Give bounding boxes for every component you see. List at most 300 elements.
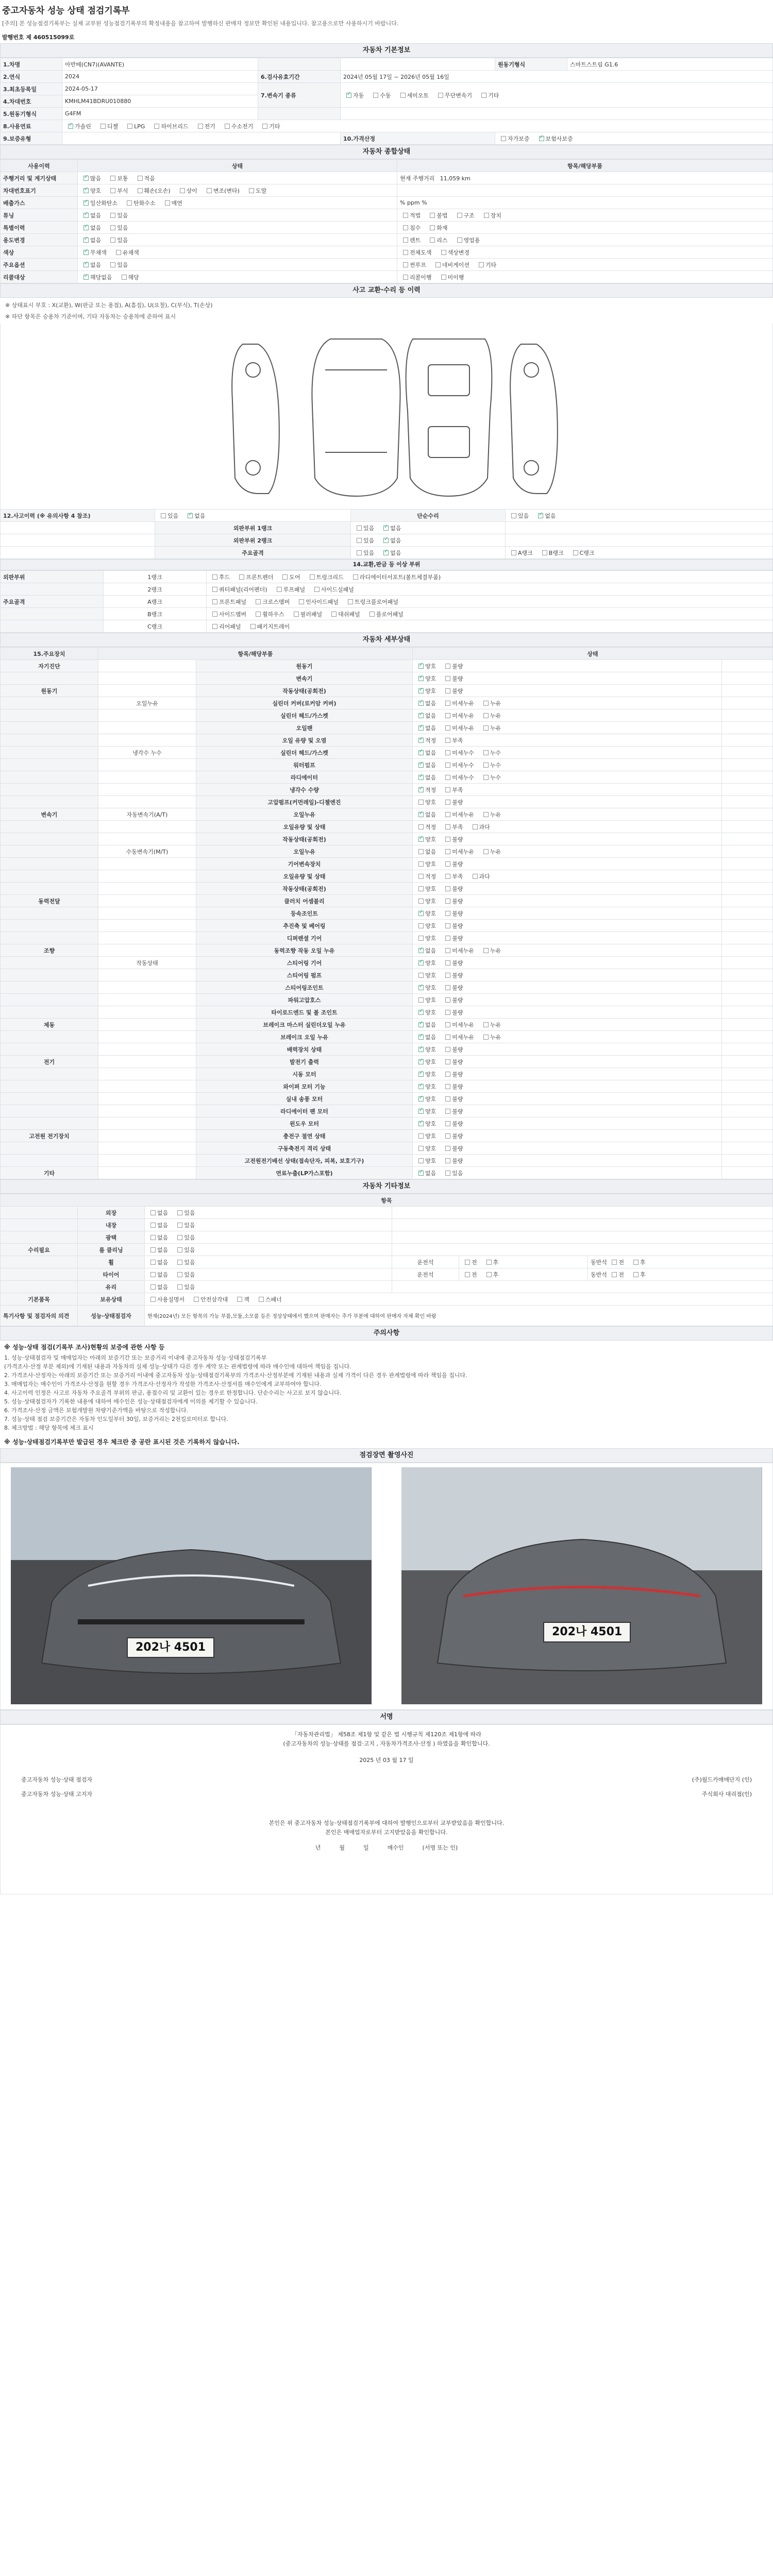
checkbox[interactable]	[83, 200, 89, 206]
part3-2[interactable]: 필러패널	[291, 610, 323, 618]
part3-3[interactable]: 대쉬패널	[328, 610, 360, 618]
det5-0[interactable]: ✓ 없음	[415, 724, 436, 732]
det28-1[interactable]: 불량	[442, 1008, 463, 1016]
det9-1[interactable]: 미세누수	[442, 773, 474, 782]
checkbox[interactable]	[100, 124, 106, 129]
det37-0[interactable]: ✓ 양호	[415, 1120, 436, 1128]
sum-8-1[interactable]: 해당	[119, 273, 139, 281]
checkbox[interactable]	[353, 574, 358, 580]
det26-1[interactable]: 불량	[442, 984, 463, 992]
checkbox[interactable]	[177, 1272, 182, 1277]
checkbox[interactable]	[418, 1059, 424, 1064]
det18-1[interactable]: 불량	[442, 885, 463, 893]
part2-2[interactable]: 인사이드패널	[296, 598, 339, 606]
det15-0[interactable]: 없음	[415, 848, 436, 856]
det17-1[interactable]: 부족	[442, 872, 463, 880]
checkbox[interactable]	[403, 225, 408, 230]
checkbox[interactable]	[445, 1121, 450, 1126]
sum-mid-5-1[interactable]: 리스	[427, 236, 447, 244]
sum-7-0[interactable]: ✓ 없음	[80, 261, 101, 269]
sum-0-2[interactable]: 적음	[135, 174, 155, 182]
sum-mid-7-1[interactable]: 네비게이션	[432, 261, 469, 269]
checkbox[interactable]	[188, 513, 193, 518]
checkbox[interactable]	[418, 923, 424, 928]
fuel-6[interactable]: 기타	[259, 122, 280, 130]
checkbox[interactable]	[418, 861, 424, 867]
sign-field[interactable]: 월	[339, 1844, 345, 1851]
checkbox[interactable]	[418, 936, 424, 941]
fuel-5[interactable]: 수소전기	[222, 122, 254, 130]
checkbox[interactable]	[418, 1010, 424, 1015]
det5-2[interactable]: 누유	[480, 724, 501, 732]
det2-1[interactable]: 불량	[442, 687, 463, 695]
checkbox[interactable]	[633, 1272, 638, 1277]
checkbox[interactable]	[177, 1210, 182, 1215]
checkbox[interactable]	[256, 612, 261, 617]
checkbox[interactable]	[445, 812, 450, 817]
checkbox[interactable]	[418, 1158, 424, 1163]
checkbox[interactable]	[445, 787, 450, 792]
checkbox[interactable]	[83, 250, 89, 255]
basic-1[interactable]: 안전삼각대	[191, 1295, 228, 1303]
checkbox[interactable]	[83, 262, 89, 267]
checkbox[interactable]	[445, 936, 450, 941]
part1-0[interactable]: 쿼터패널(리어펜더)	[209, 585, 267, 594]
checkbox[interactable]	[250, 624, 256, 629]
checkbox[interactable]	[445, 824, 450, 829]
checkbox[interactable]	[110, 213, 115, 218]
checkbox[interactable]	[445, 725, 450, 731]
checkbox[interactable]	[445, 861, 450, 867]
rank0-0[interactable]: 있음	[354, 524, 374, 532]
sum-mid-3-0[interactable]: 적법	[400, 211, 421, 219]
det19-0[interactable]: 양호	[415, 897, 436, 905]
checkbox[interactable]	[445, 1072, 450, 1077]
sum-mid-7-2[interactable]: 기타	[476, 261, 496, 269]
det35-0[interactable]: ✓ 양호	[415, 1095, 436, 1103]
det21-1[interactable]: 불량	[442, 922, 463, 930]
rank1-0[interactable]: 있음	[354, 536, 374, 545]
checkbox[interactable]	[538, 513, 543, 518]
part3-0[interactable]: 사이드멤버	[209, 610, 246, 618]
checkbox[interactable]	[150, 1272, 156, 1277]
oth1-1[interactable]: 있음	[174, 1221, 195, 1229]
det3-2[interactable]: 누유	[480, 699, 501, 707]
checkbox[interactable]	[403, 213, 408, 218]
sum-1-5[interactable]: 도말	[246, 187, 266, 195]
checkbox[interactable]	[445, 738, 450, 743]
det24-1[interactable]: 불량	[442, 959, 463, 967]
det24-0[interactable]: ✓ 양호	[415, 959, 436, 967]
checkbox[interactable]	[418, 1109, 424, 1114]
checkbox[interactable]	[445, 676, 450, 681]
trans-1[interactable]: 수동	[370, 91, 391, 99]
checkbox[interactable]	[418, 688, 424, 693]
det32-1[interactable]: 불량	[442, 1058, 463, 1066]
checkbox[interactable]	[68, 124, 73, 129]
det23-1[interactable]: 미세누유	[442, 946, 474, 955]
checkbox[interactable]	[418, 787, 424, 792]
checkbox[interactable]	[212, 612, 217, 617]
checkbox[interactable]	[418, 1072, 424, 1077]
checkbox[interactable]	[445, 1035, 450, 1040]
det33-0[interactable]: ✓ 양호	[415, 1070, 436, 1078]
sum-mid-3-1[interactable]: 불법	[427, 211, 447, 219]
det9-0[interactable]: ✓ 없음	[415, 773, 436, 782]
wr5-1[interactable]: 후	[630, 1270, 646, 1279]
oth1-0[interactable]: 없음	[147, 1221, 168, 1229]
checkbox[interactable]	[465, 1260, 470, 1265]
checkbox[interactable]	[138, 188, 143, 193]
simple-1[interactable]: ✓ 없음	[535, 512, 556, 520]
checkbox[interactable]	[445, 1084, 450, 1089]
checkbox[interactable]	[418, 1047, 424, 1052]
checkbox[interactable]	[445, 948, 450, 953]
wl4-0[interactable]: 전	[462, 1258, 477, 1266]
checkbox[interactable]	[212, 587, 217, 592]
rank2-0[interactable]: 있음	[354, 549, 374, 557]
oth3-0[interactable]: 없음	[147, 1246, 168, 1254]
checkbox[interactable]	[418, 1084, 424, 1089]
det6-1[interactable]: 부족	[442, 736, 463, 744]
det4-2[interactable]: 누유	[480, 711, 501, 720]
checkbox[interactable]	[150, 1247, 156, 1252]
checkbox[interactable]	[418, 762, 424, 768]
sum-2-2[interactable]: 매연	[162, 199, 182, 207]
det35-1[interactable]: 불량	[442, 1095, 463, 1103]
checkbox[interactable]	[310, 574, 315, 580]
checkbox[interactable]	[418, 725, 424, 731]
checkbox[interactable]	[633, 1260, 638, 1265]
sum-5-1[interactable]: 있음	[107, 236, 128, 244]
part3-4[interactable]: 플로어패널	[366, 610, 404, 618]
sum-3-0[interactable]: ✓ 없음	[80, 211, 101, 219]
checkbox[interactable]	[403, 275, 408, 280]
checkbox[interactable]	[483, 1022, 489, 1027]
part4-1[interactable]: 패키지트레이	[247, 622, 290, 631]
checkbox[interactable]	[445, 886, 450, 891]
checkbox[interactable]	[150, 1235, 156, 1240]
checkbox[interactable]	[249, 188, 254, 193]
checkbox[interactable]	[403, 262, 408, 267]
det27-0[interactable]: 양호	[415, 996, 436, 1004]
checkbox[interactable]	[400, 93, 406, 98]
checkbox[interactable]	[83, 213, 89, 218]
checkbox[interactable]	[418, 1171, 424, 1176]
det38-1[interactable]: 불량	[442, 1132, 463, 1140]
det30-2[interactable]: 누유	[480, 1033, 501, 1041]
oth6-1[interactable]: 있음	[174, 1283, 195, 1291]
sum-1-4[interactable]: 변조(변타)	[204, 187, 240, 195]
part0-3[interactable]: 트렁크리드	[307, 573, 344, 581]
checkbox[interactable]	[122, 275, 127, 280]
checkbox[interactable]	[294, 612, 299, 617]
checkbox[interactable]	[445, 899, 450, 904]
det10-0[interactable]: ✓ 적정	[415, 786, 436, 794]
det2-0[interactable]: ✓ 양호	[415, 687, 436, 695]
checkbox[interactable]	[418, 800, 424, 805]
checkbox[interactable]	[150, 1284, 156, 1290]
det28-0[interactable]: ✓ 양호	[415, 1008, 436, 1016]
checkbox[interactable]	[445, 1109, 450, 1114]
checkbox[interactable]	[110, 238, 115, 243]
part2-1[interactable]: 크로스멤버	[253, 598, 290, 606]
simple-0[interactable]: 있음	[508, 512, 529, 520]
det30-0[interactable]: ✓ 없음	[415, 1033, 436, 1041]
checkbox[interactable]	[110, 176, 115, 181]
rankabc-2[interactable]: C랭크	[570, 549, 595, 557]
det37-1[interactable]: 불량	[442, 1120, 463, 1128]
sum-mid-5-0[interactable]: 렌트	[400, 236, 421, 244]
checkbox[interactable]	[418, 676, 424, 681]
fuel-3[interactable]: 하이브리드	[151, 122, 188, 130]
checkbox[interactable]	[116, 250, 121, 255]
trans-4[interactable]: 기타	[478, 91, 499, 99]
checkbox[interactable]	[445, 911, 450, 916]
checkbox[interactable]	[445, 762, 450, 768]
checkbox[interactable]	[369, 612, 375, 617]
checkbox[interactable]	[180, 188, 185, 193]
checkbox[interactable]	[383, 526, 389, 531]
checkbox[interactable]	[418, 664, 424, 669]
checkbox[interactable]	[418, 701, 424, 706]
sum-6-0[interactable]: ✓ 무채색	[80, 248, 107, 257]
checkbox[interactable]	[177, 1247, 182, 1252]
oth5-1[interactable]: 있음	[174, 1270, 195, 1279]
det12-1[interactable]: 미세누유	[442, 810, 474, 819]
sum-mid-4-1[interactable]: 화재	[427, 224, 447, 232]
det31-1[interactable]: 불량	[442, 1045, 463, 1054]
checkbox[interactable]	[445, 800, 450, 805]
checkbox[interactable]	[445, 1047, 450, 1052]
sum-0-0[interactable]: ✓ 많음	[80, 174, 101, 182]
checkbox[interactable]	[83, 238, 89, 243]
checkbox[interactable]	[138, 176, 143, 181]
det3-1[interactable]: 미세누유	[442, 699, 474, 707]
checkbox[interactable]	[262, 124, 267, 129]
sum-mid-8-0[interactable]: 리콜이행	[400, 273, 432, 281]
det0-1[interactable]: 불량	[442, 662, 463, 670]
checkbox[interactable]	[177, 1284, 182, 1290]
checkbox[interactable]	[418, 750, 424, 755]
sum-2-0[interactable]: ✓ 일산화탄소	[80, 199, 117, 207]
wr4-1[interactable]: 후	[630, 1258, 646, 1266]
checkbox[interactable]	[445, 750, 450, 755]
det36-0[interactable]: ✓ 양호	[415, 1107, 436, 1115]
checkbox[interactable]	[539, 136, 544, 141]
checkbox[interactable]	[154, 124, 159, 129]
oth4-0[interactable]: 없음	[147, 1258, 168, 1266]
det1-1[interactable]: 불량	[442, 674, 463, 683]
checkbox[interactable]	[445, 1171, 450, 1176]
checkbox[interactable]	[83, 275, 89, 280]
checkbox[interactable]	[445, 1096, 450, 1101]
checkbox[interactable]	[127, 200, 132, 206]
det29-1[interactable]: 미세누유	[442, 1021, 474, 1029]
checkbox[interactable]	[418, 1146, 424, 1151]
checkbox[interactable]	[486, 1272, 492, 1277]
sum-0-1[interactable]: 보통	[107, 174, 128, 182]
det8-2[interactable]: 누수	[480, 761, 501, 769]
checkbox[interactable]	[418, 1096, 424, 1101]
checkbox[interactable]	[441, 250, 446, 255]
checkbox[interactable]	[418, 738, 424, 743]
checkbox[interactable]	[430, 238, 435, 243]
sum-4-0[interactable]: ✓ 없음	[80, 224, 101, 232]
part1-1[interactable]: 루프패널	[274, 585, 306, 594]
det12-0[interactable]: ✓ 없음	[415, 810, 436, 819]
det23-0[interactable]: ✓ 없음	[415, 946, 436, 955]
checkbox[interactable]	[445, 1059, 450, 1064]
det7-0[interactable]: ✓ 없음	[415, 749, 436, 757]
checkbox[interactable]	[150, 1297, 156, 1302]
checkbox[interactable]	[445, 960, 450, 965]
det3-0[interactable]: ✓ 없음	[415, 699, 436, 707]
checkbox[interactable]	[430, 225, 435, 230]
checkbox[interactable]	[299, 599, 304, 604]
checkbox[interactable]	[177, 1260, 182, 1265]
det40-1[interactable]: 불량	[442, 1157, 463, 1165]
sum-7-1[interactable]: 있음	[107, 261, 128, 269]
oth2-0[interactable]: 없음	[147, 1233, 168, 1242]
oth6-0[interactable]: 없음	[147, 1283, 168, 1291]
checkbox[interactable]	[331, 612, 337, 617]
det25-0[interactable]: 양호	[415, 971, 436, 979]
checkbox[interactable]	[150, 1223, 156, 1228]
checkbox[interactable]	[194, 1297, 199, 1302]
det5-1[interactable]: 미세누유	[442, 724, 474, 732]
checkbox[interactable]	[418, 997, 424, 1003]
checkbox[interactable]	[445, 688, 450, 693]
sum-6-1[interactable]: 유채색	[113, 248, 139, 257]
det33-1[interactable]: 불량	[442, 1070, 463, 1078]
sum-5-0[interactable]: ✓ 없음	[80, 236, 101, 244]
acc-0[interactable]: 있음	[158, 512, 178, 520]
checkbox[interactable]	[445, 923, 450, 928]
det38-0[interactable]: 양호	[415, 1132, 436, 1140]
checkbox[interactable]	[418, 874, 424, 879]
checkbox[interactable]	[445, 1133, 450, 1139]
checkbox[interactable]	[346, 93, 351, 98]
part4-0[interactable]: 리어패널	[209, 622, 241, 631]
checkbox[interactable]	[83, 225, 89, 230]
fuel-4[interactable]: 전기	[195, 122, 215, 130]
det7-2[interactable]: 누수	[480, 749, 501, 757]
checkbox[interactable]	[110, 188, 115, 193]
det30-1[interactable]: 미세누유	[442, 1033, 474, 1041]
checkbox[interactable]	[225, 124, 230, 129]
checkbox[interactable]	[373, 93, 378, 98]
det17-2[interactable]: 과다	[469, 872, 490, 880]
checkbox[interactable]	[483, 725, 489, 731]
checkbox[interactable]	[418, 1121, 424, 1126]
checkbox[interactable]	[161, 513, 166, 518]
det4-0[interactable]: ✓ 없음	[415, 711, 436, 720]
checkbox[interactable]	[212, 574, 217, 580]
checkbox[interactable]	[445, 775, 450, 780]
checkbox[interactable]	[198, 124, 203, 129]
det16-1[interactable]: 불량	[442, 860, 463, 868]
checkbox[interactable]	[479, 262, 484, 267]
checkbox[interactable]	[501, 136, 506, 141]
checkbox[interactable]	[573, 550, 578, 555]
checkbox[interactable]	[457, 213, 462, 218]
checkbox[interactable]	[457, 238, 462, 243]
oth0-1[interactable]: 있음	[174, 1209, 195, 1217]
det8-1[interactable]: 미세누수	[442, 761, 474, 769]
checkbox[interactable]	[484, 213, 489, 218]
det25-1[interactable]: 불량	[442, 971, 463, 979]
det22-0[interactable]: 양호	[415, 934, 436, 942]
det0-0[interactable]: ✓ 양호	[415, 662, 436, 670]
checkbox[interactable]	[418, 911, 424, 916]
sum-right-3-1[interactable]: 장치	[481, 211, 501, 219]
checkbox[interactable]	[445, 837, 450, 842]
checkbox[interactable]	[483, 701, 489, 706]
det39-0[interactable]: 양호	[415, 1144, 436, 1153]
fuel-0[interactable]: ✓ 가솔린	[65, 122, 91, 130]
trans-0[interactable]: ✓ 자동	[343, 91, 364, 99]
checkbox[interactable]	[511, 550, 516, 555]
checkbox[interactable]	[127, 124, 132, 129]
basic-2[interactable]: 잭	[234, 1295, 249, 1303]
checkbox[interactable]	[483, 775, 489, 780]
wr5-0[interactable]: 전	[609, 1270, 624, 1279]
checkbox[interactable]	[418, 1133, 424, 1139]
checkbox[interactable]	[445, 985, 450, 990]
det39-1[interactable]: 불량	[442, 1144, 463, 1153]
checkbox[interactable]	[357, 550, 362, 555]
checkbox[interactable]	[486, 1260, 492, 1265]
checkbox[interactable]	[473, 824, 478, 829]
det11-0[interactable]: 양호	[415, 798, 436, 806]
det31-0[interactable]: ✓ 양호	[415, 1045, 436, 1054]
checkbox[interactable]	[483, 849, 489, 854]
wl5-1[interactable]: 후	[483, 1270, 499, 1279]
det15-1[interactable]: 미세누유	[442, 848, 474, 856]
sum-1-1[interactable]: 부식	[107, 187, 128, 195]
checkbox[interactable]	[445, 874, 450, 879]
sum-mid-8-1[interactable]: 미이행	[438, 273, 464, 281]
checkbox[interactable]	[418, 985, 424, 990]
rankabc-1[interactable]: B랭크	[539, 549, 564, 557]
checkbox[interactable]	[483, 812, 489, 817]
warranty-1[interactable]: ✓ 보험사보증	[536, 134, 573, 143]
checkbox[interactable]	[207, 188, 212, 193]
checkbox[interactable]	[212, 624, 217, 629]
det12-2[interactable]: 누유	[480, 810, 501, 819]
det21-0[interactable]: 양호	[415, 922, 436, 930]
checkbox[interactable]	[445, 997, 450, 1003]
checkbox[interactable]	[445, 1146, 450, 1151]
checkbox[interactable]	[357, 538, 362, 543]
checkbox[interactable]	[256, 599, 261, 604]
checkbox[interactable]	[612, 1260, 617, 1265]
checkbox[interactable]	[441, 275, 446, 280]
checkbox[interactable]	[445, 849, 450, 854]
oth3-1[interactable]: 있음	[174, 1246, 195, 1254]
det13-0[interactable]: 적정	[415, 823, 436, 831]
checkbox[interactable]	[348, 599, 353, 604]
checkbox[interactable]	[418, 849, 424, 854]
det26-0[interactable]: ✓ 양호	[415, 984, 436, 992]
sum-mid-7-0[interactable]: 썬루프	[400, 261, 426, 269]
det29-2[interactable]: 누유	[480, 1021, 501, 1029]
det40-0[interactable]: 양호	[415, 1157, 436, 1165]
part1-2[interactable]: 사이드실패널	[311, 585, 354, 594]
checkbox[interactable]	[418, 713, 424, 718]
checkbox[interactable]	[418, 899, 424, 904]
